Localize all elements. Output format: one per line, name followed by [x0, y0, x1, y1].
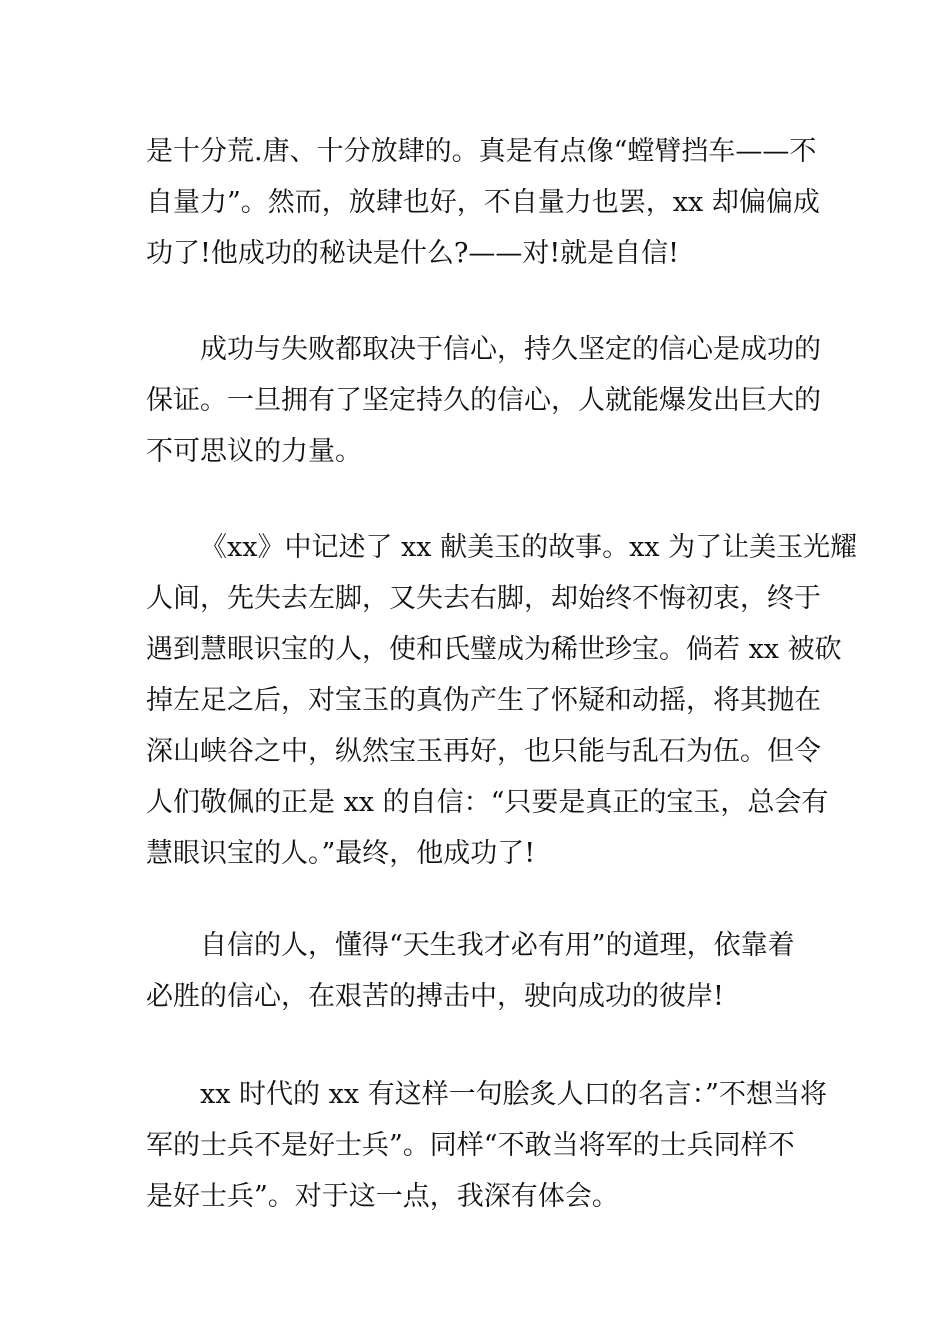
paragraph-line: 不可思议的力量。	[146, 436, 362, 467]
paragraph-line: 掉左足之后，对宝玉的真伪产生了怀疑和动摇，将其抛在	[146, 685, 821, 716]
paragraph-5	[146, 1069, 827, 1222]
paragraph-line: 慧眼识宝的人。”最终，他成功了!	[146, 838, 536, 869]
paragraph-line: 人间，先失去左脚，又失去右脚，却始终不悔初衷，终于	[146, 583, 821, 614]
paragraph-line: 必胜的信心，在艰苦的搏击中，驶向成功的彼岸!	[146, 981, 724, 1012]
paragraph-line: 自信的人，懂得“天生我才必有用”的道理，依靠着	[200, 930, 795, 961]
paragraph-line: 深山峡谷之中，纵然宝玉再好，也只能与乱石为伍。但令	[146, 736, 821, 767]
paragraph-line: 是十分荒.唐、十分放肆的。真是有点像“螳臂挡车——不	[146, 136, 817, 167]
paragraph-2	[146, 324, 821, 477]
paragraph-line: 遇到慧眼识宝的人，使和氏璧成为稀世珍宝。倘若 xx 被砍	[146, 634, 842, 665]
paragraph-line: 成功与失败都取决于信心，持久坚定的信心是成功的	[200, 334, 821, 365]
paragraph-3	[146, 522, 858, 879]
paragraph-line: xx 时代的 xx 有这样一句脍炙人口的名言：”不想当将	[200, 1079, 827, 1110]
paragraph-1	[146, 126, 820, 279]
paragraph-line: 自量力”。然而，放肆也好，不自量力也罢，xx 却偏偏成	[146, 187, 820, 218]
paragraph-line: 《xx》中记述了 xx 献美玉的故事。xx 为了让美玉光耀	[200, 532, 858, 563]
paragraph-line: 人们敬佩的正是 xx 的自信：“只要是真正的宝玉，总会有	[146, 787, 829, 818]
paragraph-line: 保证。一旦拥有了坚定持久的信心，人就能爆发出巨大的	[146, 385, 821, 416]
paragraph-4	[146, 920, 806, 1022]
paragraph-line: 功了!他成功的秘诀是什么?——对!就是自信!	[146, 238, 680, 269]
paragraph-line: 是好士兵”。对于这一点，我深有体会。	[146, 1181, 619, 1212]
paragraph-line: 军的士兵不是好士兵”。同样“不敢当将军的士兵同样不	[146, 1130, 795, 1161]
